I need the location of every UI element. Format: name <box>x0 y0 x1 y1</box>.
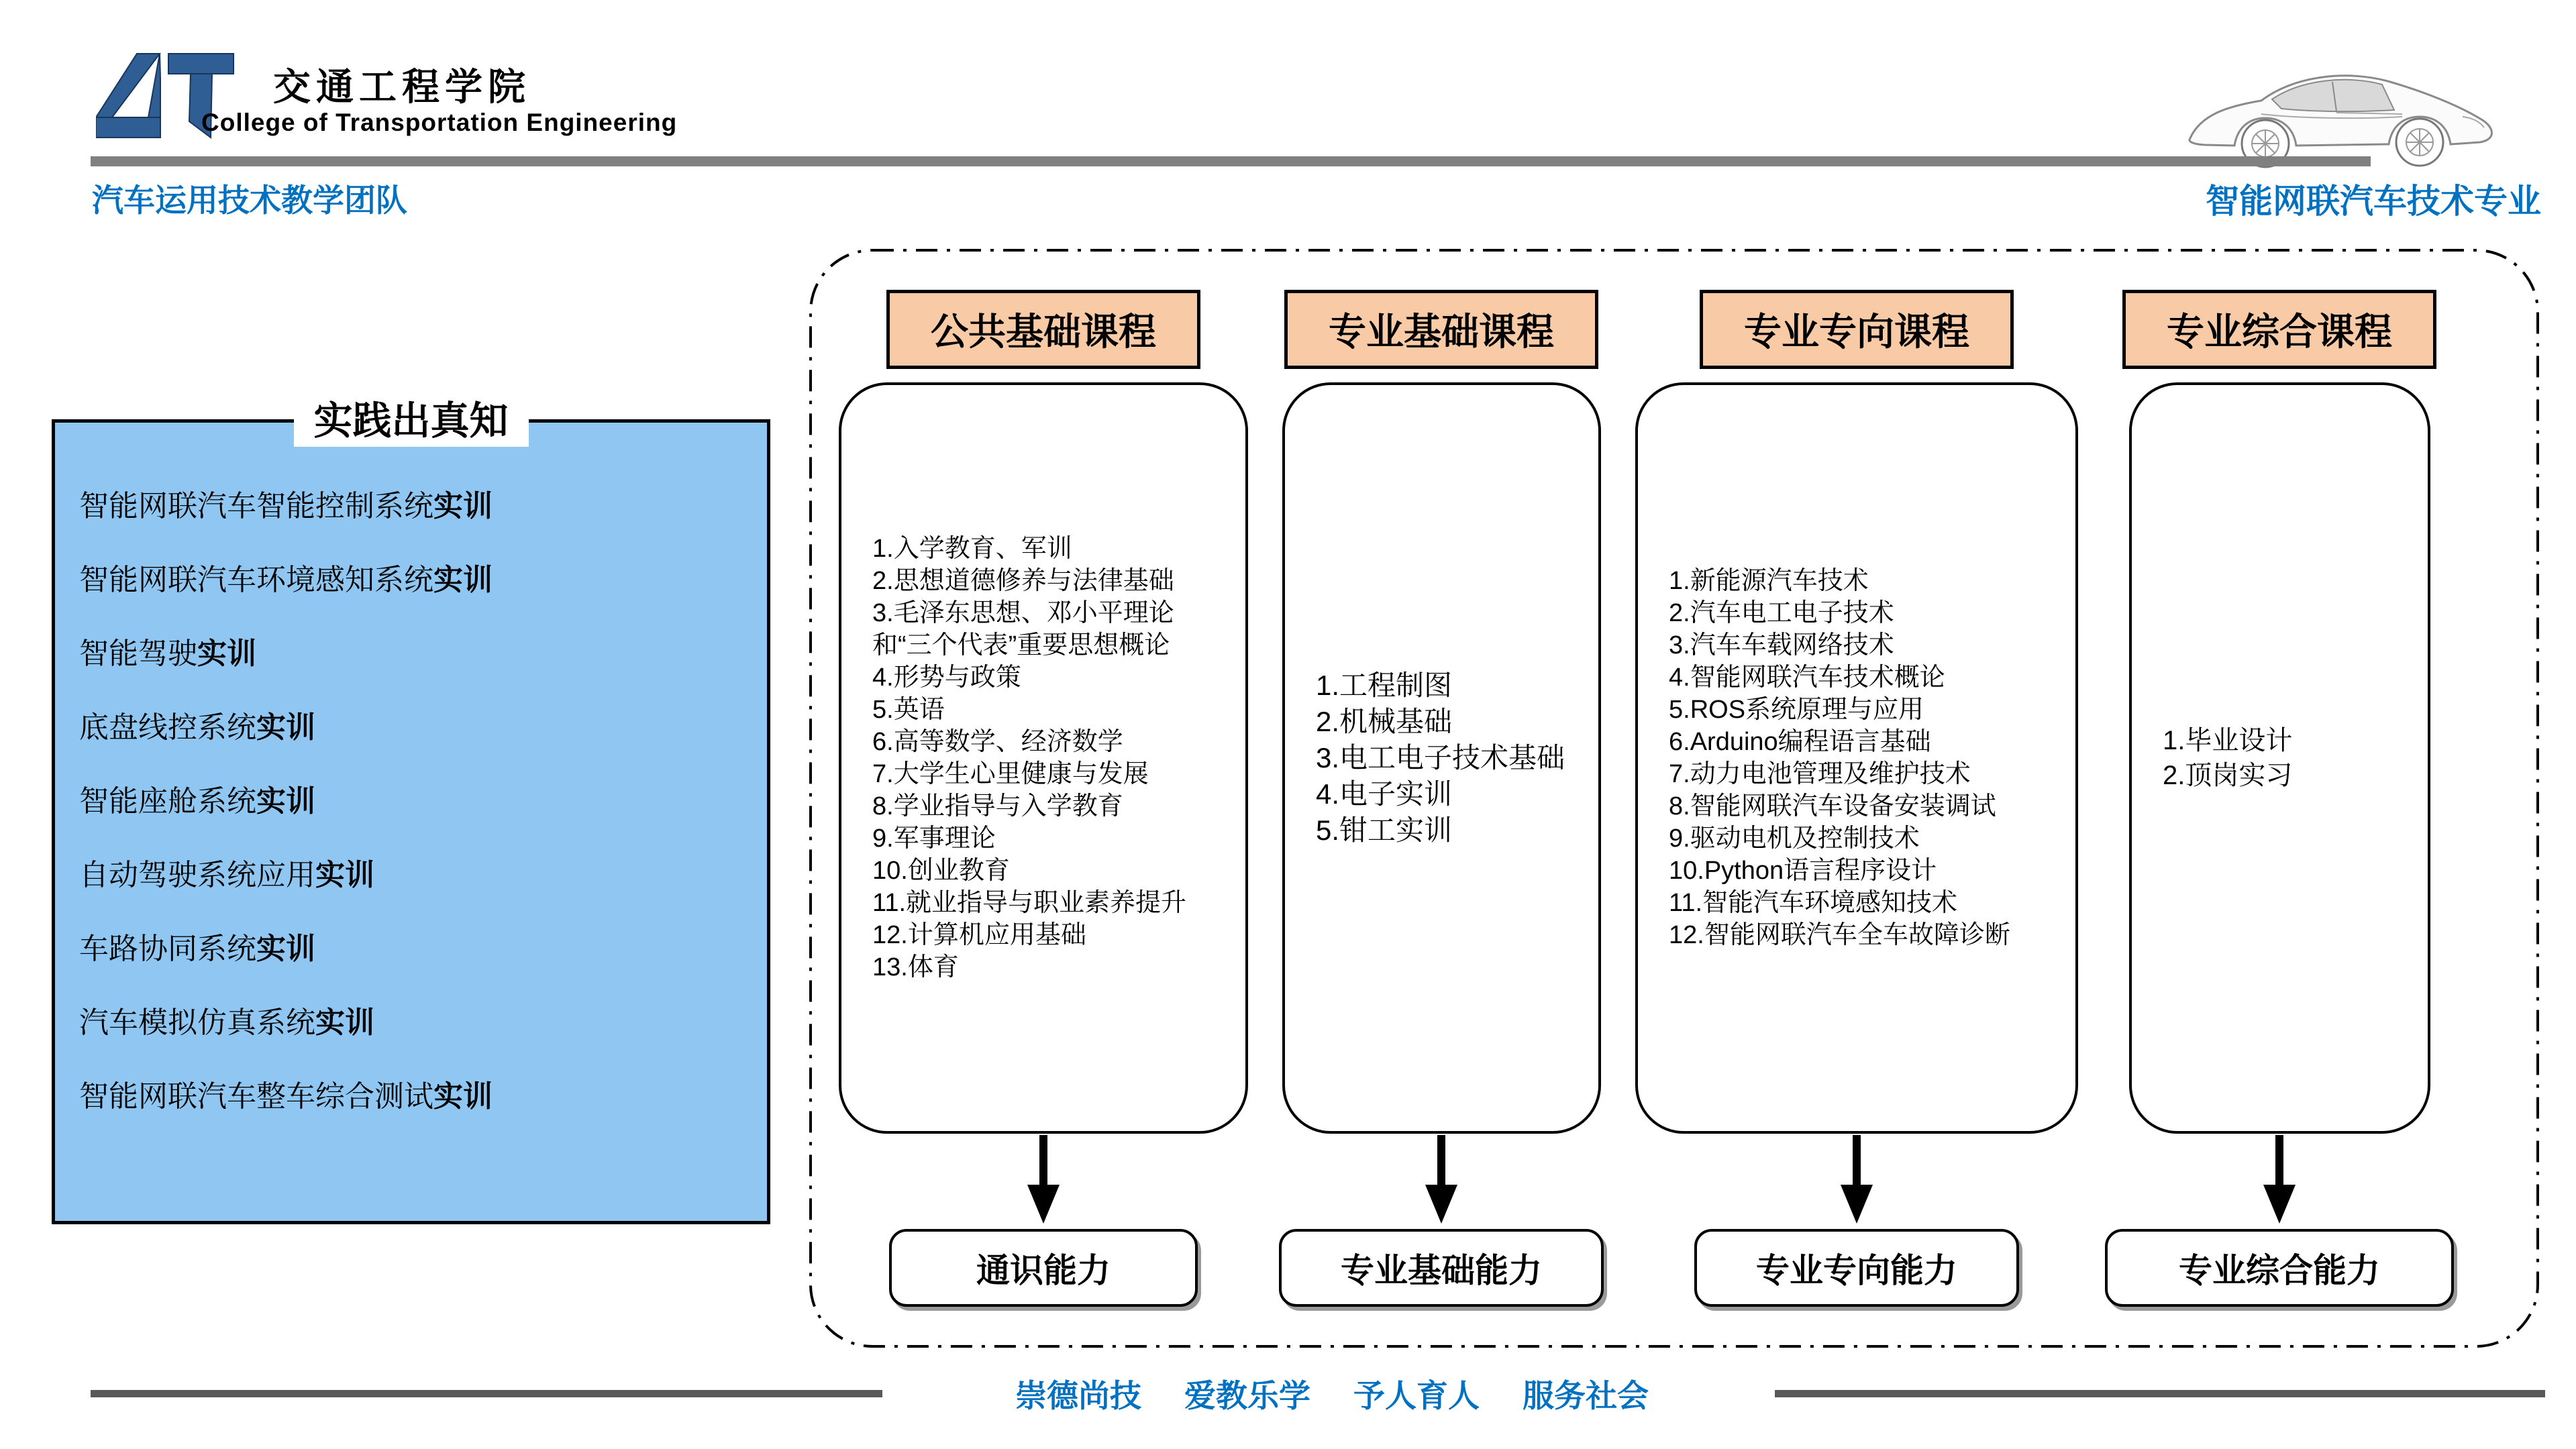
practice-item: 智能网联汽车智能控制系统实训 <box>79 490 493 523</box>
practice-item: 智能驾驶实训 <box>79 637 256 670</box>
course-item: 4.智能网联汽车技术概论 <box>1669 663 1945 692</box>
course-item: 2.机械基础 <box>1316 706 1453 737</box>
course-item: 4.电子实训 <box>1316 778 1453 810</box>
practice-item: 智能网联汽车环境感知系统实训 <box>79 564 493 596</box>
course-item: 10.Python语言程序设计 <box>1669 857 1937 885</box>
column-header-public-basic: 公共基础课程 <box>886 290 1200 369</box>
course-item: 8.学业指导与入学教育 <box>872 792 1123 820</box>
ability-box-major-basic: 专业基础能力 <box>1279 1229 1604 1307</box>
down-arrow-icon <box>2256 1135 2303 1226</box>
course-item: 6.Arduino编程语言基础 <box>1669 728 1931 756</box>
course-item: 9.驱动电机及控制技术 <box>1669 824 1920 853</box>
down-arrow-icon <box>1020 1135 1067 1226</box>
course-item: 12.智能网联汽车全车故障诊断 <box>1669 921 2010 949</box>
course-item: 2.顶岗实习 <box>2163 761 2293 790</box>
course-list-major-specialized <box>1635 382 2078 1134</box>
course-item: 3.电工电子技术基础 <box>1316 742 1565 773</box>
major-label: 智能网联汽车技术专业 <box>2206 182 2541 220</box>
course-item: 3.汽车车载网络技术 <box>1669 631 1894 659</box>
practice-panel <box>52 399 770 1224</box>
practice-list <box>55 482 767 1115</box>
course-item: 1.毕业设计 <box>2163 726 2293 755</box>
practice-item: 智能网联汽车整车综合测试实训 <box>79 1080 493 1113</box>
motto-phrase: 崇德尚技 <box>1015 1378 1141 1413</box>
practice-panel-title: 实践出真知 <box>293 388 528 447</box>
course-item: 1.新能源汽车技术 <box>1669 567 1869 595</box>
ability-box-major-specialized: 专业专向能力 <box>1694 1229 2019 1307</box>
ability-box-general: 通识能力 <box>889 1229 1198 1307</box>
course-list-major-comprehensive <box>2129 382 2430 1134</box>
practice-item: 车路协同系统实训 <box>79 932 315 965</box>
course-item: 5.英语 <box>872 696 945 724</box>
ability-box-major-comprehensive: 专业综合能力 <box>2105 1229 2454 1307</box>
course-item: 7.大学生心里健康与发展 <box>872 760 1149 788</box>
course-item: 11.智能汽车环境感知技术 <box>1669 889 1958 917</box>
column-header-major-comprehensive: 专业综合课程 <box>2122 290 2436 369</box>
course-item: 13.体育 <box>872 953 959 981</box>
course-item: 5.钳工实训 <box>1316 814 1453 846</box>
footer-bar-left <box>91 1390 882 1397</box>
column-header-major-basic: 专业基础课程 <box>1284 290 1598 369</box>
course-item: 4.形势与政策 <box>872 663 1021 692</box>
team-label: 汽车运用技术教学团队 <box>92 182 407 218</box>
practice-item: 底盘线控系统实训 <box>79 711 315 744</box>
course-item: 6.高等数学、经济数学 <box>872 728 1123 756</box>
practice-item: 智能座舱系统实训 <box>79 785 315 818</box>
school-motto <box>899 1371 1765 1416</box>
practice-item: 汽车模拟仿真系统实训 <box>79 1006 374 1039</box>
course-item: 1.工程制图 <box>1316 669 1453 701</box>
footer-bar-right <box>1775 1390 2545 1397</box>
course-item: 和“三个代表”重要思想概论 <box>872 631 1170 659</box>
course-item: 7.动力电池管理及维护技术 <box>1669 760 1971 788</box>
course-item: 8.智能网联汽车设备安装调试 <box>1669 792 1996 820</box>
course-item: 2.思想道德修养与法律基础 <box>872 567 1174 595</box>
course-item: 10.创业教育 <box>872 857 1010 885</box>
column-header-major-specialized: 专业专向课程 <box>1700 290 2014 369</box>
header-divider <box>91 156 2371 166</box>
course-item: 1.入学教育、军训 <box>872 535 1072 563</box>
motto-phrase: 予人育人 <box>1353 1378 1480 1413</box>
course-item: 3.毛泽东思想、邓小平理论 <box>872 599 1174 627</box>
course-item: 5.ROS系统原理与应用 <box>1669 696 1924 724</box>
course-item: 11.就业指导与职业素养提升 <box>872 889 1187 917</box>
course-item: 9.军事理论 <box>872 824 996 853</box>
college-name: 交通工程学院 <box>273 66 531 108</box>
motto-phrase: 服务社会 <box>1523 1378 1649 1413</box>
course-list-major-basic <box>1282 382 1601 1134</box>
down-arrow-icon <box>1833 1135 1880 1226</box>
course-item: 12.计算机应用基础 <box>872 921 1086 949</box>
motto-phrase: 爱教乐学 <box>1184 1378 1310 1413</box>
course-item: 2.汽车电工电子技术 <box>1669 599 1894 627</box>
down-arrow-icon <box>1418 1135 1465 1226</box>
practice-item: 自动驾驶系统应用实训 <box>79 859 374 892</box>
college-name-en: College of Transportation Engineering <box>201 109 678 136</box>
course-list-public-basic <box>839 382 1248 1134</box>
